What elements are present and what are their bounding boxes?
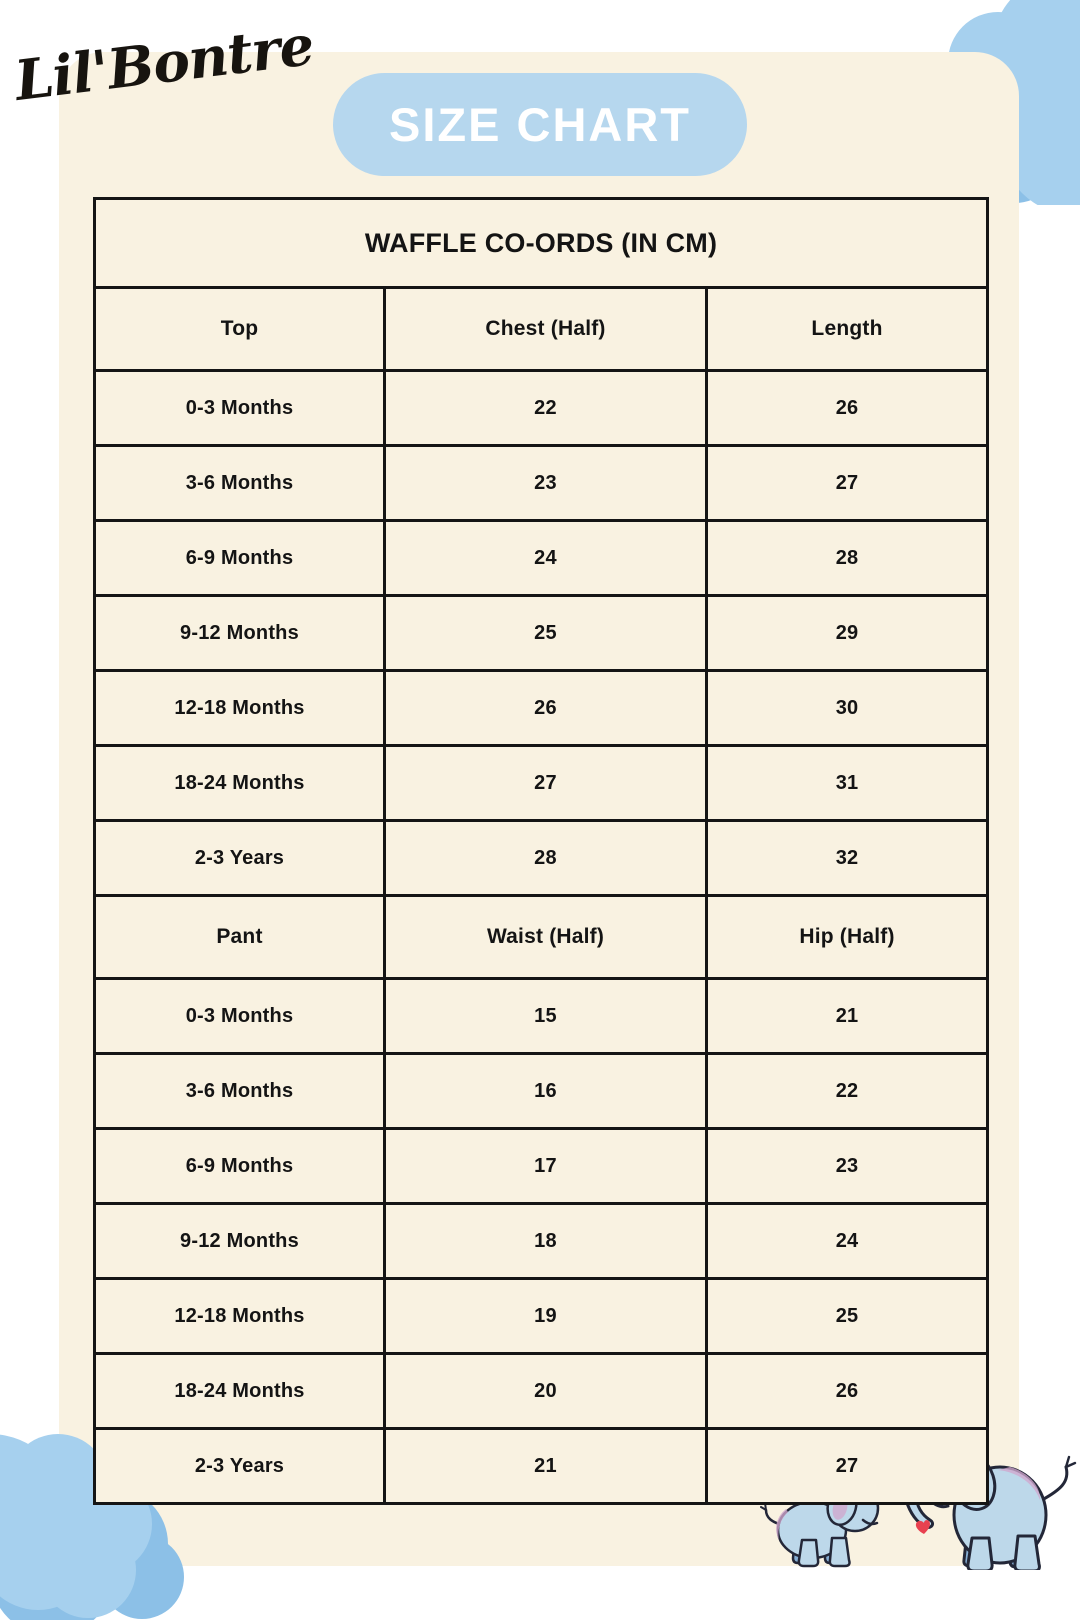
size-cell: 19 <box>385 1279 707 1354</box>
size-cell: 27 <box>707 446 988 521</box>
section-header-cell: Top <box>95 288 385 371</box>
size-cell: 18 <box>385 1204 707 1279</box>
size-row <box>95 821 988 896</box>
size-cell: 27 <box>385 746 707 821</box>
size-cell: 18-24 Months <box>95 1354 385 1429</box>
table-title: WAFFLE CO-ORDS (IN CM) <box>95 199 988 288</box>
banner-title: SIZE CHART <box>389 98 691 151</box>
size-cell: 32 <box>707 821 988 896</box>
size-cell: 26 <box>707 1354 988 1429</box>
size-cell: 30 <box>707 671 988 746</box>
size-cell: 26 <box>707 371 988 446</box>
size-cell: 2-3 Years <box>95 821 385 896</box>
size-cell: 6-9 Months <box>95 1129 385 1204</box>
size-cell: 6-9 Months <box>95 521 385 596</box>
size-row <box>95 979 988 1054</box>
size-row <box>95 1204 988 1279</box>
size-cell: 21 <box>385 1429 707 1504</box>
section-header-cell: Waist (Half) <box>385 896 707 979</box>
section-header-cell: Pant <box>95 896 385 979</box>
section-header-row <box>95 288 988 371</box>
size-cell: 21 <box>707 979 988 1054</box>
size-row <box>95 746 988 821</box>
size-chart-banner <box>333 73 747 176</box>
size-cell: 25 <box>385 596 707 671</box>
size-cell: 3-6 Months <box>95 1054 385 1129</box>
size-cell: 25 <box>707 1279 988 1354</box>
size-row <box>95 671 988 746</box>
size-cell: 31 <box>707 746 988 821</box>
size-cell: 9-12 Months <box>95 596 385 671</box>
size-row <box>95 596 988 671</box>
size-cell: 23 <box>707 1129 988 1204</box>
section-header-row <box>95 896 988 979</box>
section-header-cell: Length <box>707 288 988 371</box>
size-table-body <box>95 199 988 1504</box>
size-cell: 17 <box>385 1129 707 1204</box>
size-row <box>95 1429 988 1504</box>
size-cell: 3-6 Months <box>95 446 385 521</box>
size-cell: 0-3 Months <box>95 979 385 1054</box>
size-row <box>95 521 988 596</box>
size-table <box>93 197 989 1505</box>
table-title-row <box>95 199 988 288</box>
size-row <box>95 371 988 446</box>
size-cell: 9-12 Months <box>95 1204 385 1279</box>
size-cell: 26 <box>385 671 707 746</box>
size-cell: 0-3 Months <box>95 371 385 446</box>
brand-logo: Lil'Bontre <box>11 11 317 114</box>
size-cell: 2-3 Years <box>95 1429 385 1504</box>
size-cell: 27 <box>707 1429 988 1504</box>
size-cell: 20 <box>385 1354 707 1429</box>
size-cell: 22 <box>707 1054 988 1129</box>
size-cell: 12-18 Months <box>95 671 385 746</box>
size-cell: 12-18 Months <box>95 1279 385 1354</box>
size-cell: 15 <box>385 979 707 1054</box>
section-header-cell: Chest (Half) <box>385 288 707 371</box>
size-row <box>95 1279 988 1354</box>
size-cell: 28 <box>707 521 988 596</box>
size-cell: 24 <box>707 1204 988 1279</box>
size-row <box>95 1129 988 1204</box>
size-cell: 16 <box>385 1054 707 1129</box>
size-cell: 22 <box>385 371 707 446</box>
size-row <box>95 446 988 521</box>
size-cell: 28 <box>385 821 707 896</box>
section-header-cell: Hip (Half) <box>707 896 988 979</box>
size-cell: 23 <box>385 446 707 521</box>
size-row <box>95 1054 988 1129</box>
size-cell: 29 <box>707 596 988 671</box>
size-row <box>95 1354 988 1429</box>
size-cell: 24 <box>385 521 707 596</box>
size-cell: 18-24 Months <box>95 746 385 821</box>
